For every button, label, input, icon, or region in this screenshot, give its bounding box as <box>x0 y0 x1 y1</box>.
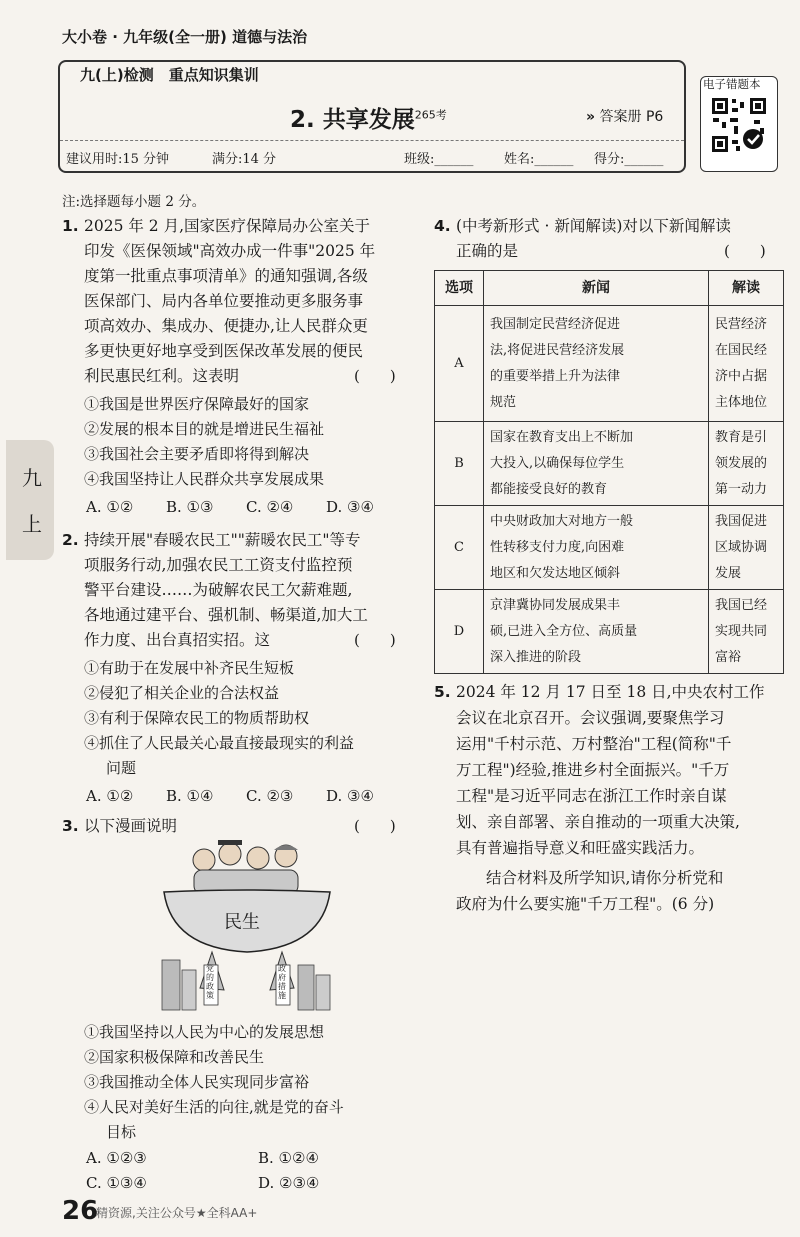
statement-option: ①我国是世界医疗保障最好的国家 <box>84 395 310 413</box>
table-header-row <box>435 271 784 306</box>
right-column <box>434 214 784 1194</box>
qr-label: 电子错题本 <box>703 77 761 91</box>
interp-line: 在国民经 <box>715 342 768 358</box>
interp-line: 教育是引 <box>715 429 768 445</box>
row-option: D <box>435 590 484 674</box>
table-row <box>435 422 784 506</box>
divider <box>60 140 684 141</box>
comic-label-left: 党的政策 <box>206 964 214 1000</box>
question-stem: 以下漫画说明 <box>84 817 178 835</box>
note: 注:选择题每小题 2 分。 <box>62 194 206 210</box>
question-number: 3. <box>62 817 79 835</box>
question-line: 正确的是 <box>456 242 519 260</box>
question-number: 1. <box>62 217 79 235</box>
choice-d[interactable]: D. ②③④ <box>258 1174 320 1192</box>
news-line: 京津冀协同发展成果丰 <box>490 597 621 613</box>
statement-option: ②发展的根本目的就是增进民生福祉 <box>84 420 325 438</box>
row-option: B <box>435 422 484 506</box>
question-line: 2024 年 12 月 17 日至 18 日,中央农村工作 <box>456 683 765 701</box>
question-line: 度第一批重点事项清单》的通知强调,各级 <box>84 267 368 285</box>
score-info: 满分:14 分 <box>212 152 277 167</box>
choice-c[interactable]: C. ②④ <box>246 498 294 516</box>
question-line: (中考新形式 · 新闻解读)对以下新闻解读 <box>456 217 731 235</box>
interp-line: 我国已经 <box>715 597 768 613</box>
choice-b[interactable]: B. ①③ <box>166 498 214 516</box>
statement-option: ③我国推动全体人民实现同步富裕 <box>84 1073 310 1091</box>
interp-line: 我国促进 <box>715 513 768 529</box>
row-option: C <box>435 506 484 590</box>
interp-line: 区域协调 <box>715 539 768 555</box>
row-option: A <box>435 306 484 422</box>
choice-d[interactable]: D. ③④ <box>326 498 374 516</box>
interp-line: 发展 <box>715 565 742 581</box>
table-row <box>435 506 784 590</box>
class-field[interactable]: 班级:______ <box>404 152 474 167</box>
news-line: 都能接受良好的教育 <box>490 481 608 497</box>
question-line: 持续开展"春暖农民工""薪暖农民工"等专 <box>84 531 361 549</box>
choice-a[interactable]: A. ①② <box>86 498 134 516</box>
comic-bowl-label: 民生 <box>224 912 260 933</box>
question-line: 运用"千村示范、万村整治"工程(简称"千 <box>456 735 732 753</box>
row-news <box>484 422 709 506</box>
question-line: 各地通过建平台、强机制、畅渠道,加大工 <box>84 606 368 624</box>
news-line: 硕,已进入全方位、高质量 <box>490 623 638 639</box>
answer-blank[interactable]: ( ) <box>354 817 396 835</box>
statement-option: ②侵犯了相关企业的合法权益 <box>84 684 280 702</box>
row-news <box>484 306 709 422</box>
comic-illustration <box>152 840 342 1015</box>
interp-line: 实现共同 <box>715 623 768 639</box>
statement-option-cont: 问题 <box>106 759 137 777</box>
news-line: 中央财政加大对地方一般 <box>490 513 634 529</box>
question-line: 工程"是习近平同志在浙江工作时亲自谋 <box>456 787 727 805</box>
interp-line: 领发展的 <box>715 455 768 471</box>
question-line: 利民惠民红利。这表明 <box>84 367 240 385</box>
statement-option: ②国家积极保障和改善民生 <box>84 1048 265 1066</box>
statement-option: ①我国坚持以人民为中心的发展思想 <box>84 1023 325 1041</box>
row-news <box>484 590 709 674</box>
news-line: 的重要举措上升为法律 <box>490 368 621 384</box>
row-interpretation <box>709 506 784 590</box>
choice-d[interactable]: D. ③④ <box>326 787 374 805</box>
question-line: 印发《医保领域"高效办成一件事"2025 年 <box>84 242 376 260</box>
row-interpretation <box>709 306 784 422</box>
interp-line: 主体地位 <box>715 394 768 410</box>
table-header: 新闻 <box>484 271 709 306</box>
answer-blank[interactable]: ( ) <box>724 242 766 260</box>
answer-ref <box>586 106 663 126</box>
news-line: 深入推进的阶段 <box>490 649 582 665</box>
table-header: 解读 <box>709 271 784 306</box>
news-line: 法,将促进民营经济发展 <box>490 342 625 358</box>
side-tab-char-2: 上 <box>22 512 42 536</box>
table-row <box>435 590 784 674</box>
task-line: 结合材料及所学知识,请你分析党和 <box>486 869 724 887</box>
choice-a[interactable]: A. ①② <box>86 787 134 805</box>
statement-option: ③我国社会主要矛盾即将得到解决 <box>84 445 310 463</box>
news-line: 地区和欠发达地区倾斜 <box>490 565 621 581</box>
news-line: 性转移支付力度,向困难 <box>490 539 625 555</box>
statement-option-cont: 目标 <box>106 1123 137 1141</box>
news-line: 国家在教育支出上不断加 <box>490 429 634 445</box>
footer-text: 精资源,关注公众号★全科AA+ <box>96 1206 258 1220</box>
row-interpretation <box>709 422 784 506</box>
title-text: 2. 共享发展 <box>290 107 415 133</box>
exam-type: 九(上)检测 重点知识集训 <box>80 66 259 84</box>
question-line: 警平台建设……为破解农民工欠薪难题, <box>84 581 353 599</box>
table-header: 选项 <box>435 271 484 306</box>
double-chevron-icon: » <box>586 109 596 125</box>
choice-c[interactable]: C. ①③④ <box>86 1174 147 1192</box>
side-tab-char-1: 九 <box>22 466 42 490</box>
news-table <box>434 270 784 674</box>
question-line: 项服务行动,加强农民工工资支付监控预 <box>84 556 353 574</box>
row-interpretation <box>709 590 784 674</box>
choice-c[interactable]: C. ②③ <box>246 787 294 805</box>
answer-blank[interactable]: ( ) <box>354 367 396 385</box>
comic-label-right: 政府措施 <box>278 964 286 1000</box>
title-sup: 265考 <box>414 108 447 122</box>
qr-code-icon[interactable] <box>710 96 768 154</box>
series-title: 大小卷 · 九年级(全一册) 道德与法治 <box>62 28 308 46</box>
statement-option: ④我国坚持让人民群众共享发展成果 <box>84 470 325 488</box>
question-number: 2. <box>62 531 79 549</box>
question-number: 5. <box>434 683 451 701</box>
row-news <box>484 506 709 590</box>
score-field[interactable]: 得分:______ <box>594 152 664 167</box>
news-line: 规范 <box>490 394 517 410</box>
question-line: 医保部门、局内各单位要推动更多服务事 <box>84 292 364 310</box>
table-row <box>435 306 784 422</box>
statement-option: ④人民对美好生活的向往,就是党的奋斗 <box>84 1098 344 1116</box>
answer-blank[interactable]: ( ) <box>354 631 396 649</box>
question-line: 划、亲自部署、亲自推动的一项重大决策, <box>456 813 740 831</box>
page-title <box>290 101 447 134</box>
question-line: 项高效办、集成办、便捷办,让人民群众更 <box>84 317 368 335</box>
news-line: 我国制定民营经济促进 <box>490 316 621 332</box>
news-line: 大投入,以确保每位学生 <box>490 455 625 471</box>
page-number: 26 <box>62 1196 99 1226</box>
name-field[interactable]: 姓名:______ <box>504 152 574 167</box>
question-line: 多更快更好地享受到医保改革发展的便民 <box>84 342 364 360</box>
choice-b[interactable]: B. ①④ <box>166 787 214 805</box>
time-info: 建议用时:15 分钟 <box>66 152 170 167</box>
answer-ref-text: 答案册 P6 <box>599 109 664 125</box>
question-line: 具有普遍指导意义和旺盛实践活力。 <box>456 839 705 857</box>
choice-b[interactable]: B. ①②④ <box>258 1149 319 1167</box>
choice-a[interactable]: A. ①②③ <box>86 1149 147 1167</box>
task-line: 政府为什么要实施"千万工程"。(6 分) <box>456 895 715 913</box>
interp-line: 富裕 <box>715 649 742 665</box>
statement-option: ④抓住了人民最关心最直接最现实的利益 <box>84 734 355 752</box>
interp-line: 济中占据 <box>715 368 768 384</box>
interp-line: 民营经济 <box>715 316 768 332</box>
question-line: 万工程")经验,推进乡村全面振兴。"千万 <box>456 761 730 779</box>
side-tab <box>6 440 54 560</box>
left-column <box>62 214 422 1194</box>
question-number: 4. <box>434 217 451 235</box>
question-line: 作力度、出台真招实招。这 <box>84 631 271 649</box>
interp-line: 第一动力 <box>715 481 768 497</box>
statement-option: ③有利于保障农民工的物质帮助权 <box>84 709 310 727</box>
question-line: 会议在北京召开。会议强调,要聚焦学习 <box>456 709 725 727</box>
question-line: 2025 年 2 月,国家医疗保障局办公室关于 <box>84 217 371 235</box>
statement-option: ①有助于在发展中补齐民生短板 <box>84 659 295 677</box>
